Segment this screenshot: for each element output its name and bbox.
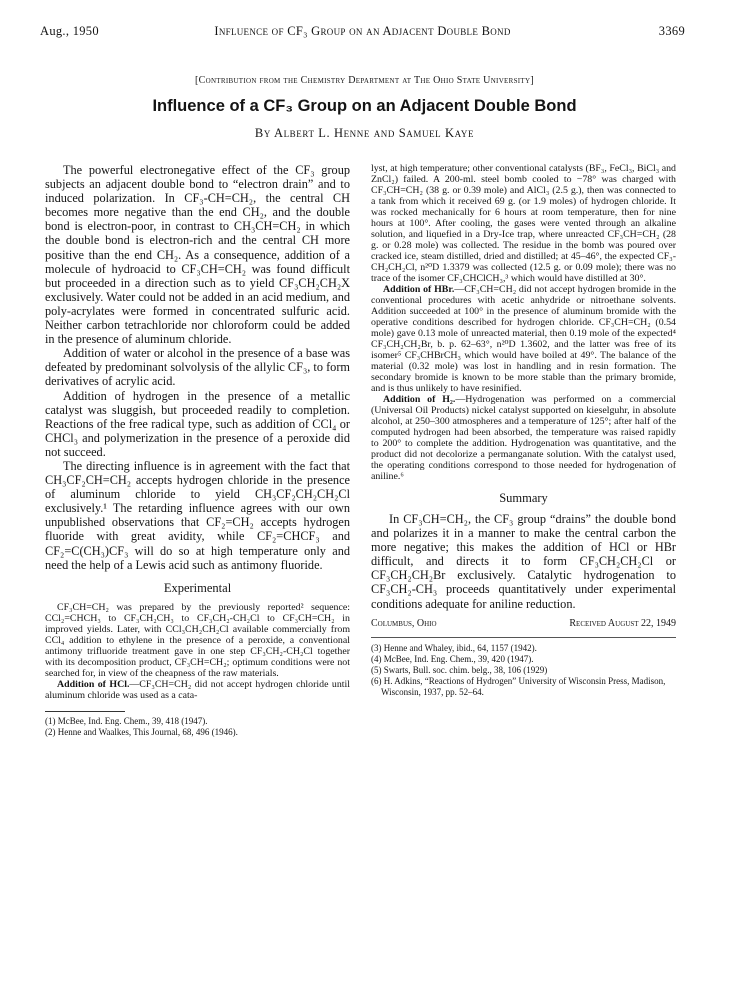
h2-text: —Hydrogenation was performed on a commercial (Universal Oil Products) nickel catalyst supported on kieselguhr, in absolute alcohol, at 250–300 atmospheres and a temperature of 125°; after half of the computed hydrogen had been absorbed, the temperature was raised rapidly to 200° to complete the addition. Hydrogenation was quantitative, and the product did not decolorize a permanganate solution. With the catalyst used, the operating conditions correspond to those needed for hydrogenation of aniline.⁶ <box>371 394 676 482</box>
footnote-2: (2) Henne and Waalkes, This Journal, 68, 496 (1946). <box>45 726 238 737</box>
summary-paragraph: In CF₃CH=CH₂, the CF₃ group “drains” the double bond and polarizes it in a manner to make the central carbon the more negative; this makes the addition of HCl or HBr difficult, and directs it to form CF₃CH₂CH₂Cl or CF₃CH₂CH₂Br exclusively. Catalytic hydrogenation to CF₃CH₂-CH₃ proceeds quantitatively under experimental conditions adequate for aniline reduction. <box>371 512 676 611</box>
footnote-divider <box>45 711 125 712</box>
dateline <box>371 618 676 633</box>
summary-heading: Summary <box>499 491 548 505</box>
footnote-5: (5) Swarts, Bull. soc. chim. belg., 38, 106 (1929) <box>371 665 548 676</box>
location: Columbus, Ohio <box>371 617 437 629</box>
hbr-lead: Addition of HBr. <box>383 284 455 295</box>
article-title: Influence of a CF₃ Group on an Adjacent Double Bond <box>152 97 577 115</box>
page-number: 3369 <box>658 24 685 38</box>
right-column <box>371 163 676 699</box>
author-byline: By Albert L. Henne and Samuel Kaye <box>254 126 475 140</box>
contribution-line: [Contribution from the Chemistry Department at The Ohio State University] <box>195 75 534 86</box>
running-head <box>40 24 685 40</box>
h2-lead: Addition of H₂. <box>383 394 456 405</box>
footnote-divider-right <box>371 637 676 638</box>
intro-paragraph-4: The directing influence is in agreement with the fact that CH₃CF₂CH=CH₂ accepts hydrogen chloride in the presence of aluminum chloride to yield CH₃CF₂CH₂CH₂Cl exclusively.¹ The retarding influence agrees with our own unpublished observations that CF₂=CH₂ accepts hydrogen fluoride with great avidity, while CF₂=CHCF₃ and CF₂=C(CH₃)CF₃ will do so at high temperature only and need the help of a Lewis acid such as antimony fluoride. <box>45 458 350 572</box>
hcl-text: —CF₃CH=CH₂ did not accept hydrogen chloride until aluminum chloride was used as a cata- <box>45 678 350 701</box>
intro-paragraph-2: Addition of water or alcohol in the presence of a base was defeated by predominant solvolysis of the allylic CF₃, to form derivatives of acrylic acid. <box>45 346 350 389</box>
received-date: Received August 22, 1949 <box>569 617 676 629</box>
experimental-paragraph: CF₃CH=CH₂ was prepared by the previously reported² sequence: CCl₂=CHCH₃ to CF₃CH₂CH₃ to CF₃CH₂-CH₂Cl to CF₃CH=CH₂ in improved yields. Later, with CCl₃CH₂CH₂Cl available commercially from CCl₄ addition to ethylene in the presence of a peroxide, a conventional antimony trifluoride treatment gave in one step CF₃CH₂-CH₂Cl together with its decomposition product, CF₃CH=CH₂; optimum conditions were not searched for, in view of the cheapness of the raw materials. <box>45 601 350 679</box>
footnote-1: (1) McBee, Ind. Eng. Chem., 39, 418 (1947). <box>45 715 208 726</box>
footnote-3: (3) Henne and Whaley, ibid., 64, 1157 (1942). <box>371 642 537 653</box>
h2-paragraph <box>371 394 676 482</box>
hcl-paragraph <box>45 679 350 701</box>
hbr-text: —CF₃CH=CH₂ did not accept hydrogen bromide in the conventional procedures with acetic anhydride or nitroethane solvents. Addition succeeded at 100° in the presence of aluminum bromide with the operative conditions described for hydrogen chloride. CF₃CH=CH₂ (0.54 mole) gave 0.13 mole of unreacted material, then 0.19 mole of the expected⁴ CF₃CH₂CH₂Br, b. p. 62–63°, n²⁰D 1.3602, and the latter was free of its isomer⁵ CF₃CHBrCH₃ which would have boiled at 49°. The balance of the material (0.32 mole) was lost in handling and in resin formation. The secondary bromide is known to be more stable than the primary bromide, and is thus unlikely to have resinified. <box>371 284 676 394</box>
intro-paragraph-1: The powerful electronegative effect of the CF₃ group subjects an adjacent double bond to “electron drain” and to induced polarization. In CF₃-CH=CH₂, the central CH becomes more negative than the end CH₂, and the double bond is electron-poor, in contrast to CH₃CH=CH₂ in which the double bond is electron-rich and the central CH more positive than the end CH₂. As a consequence, addition of a molecule of hydroacid to CF₃CH=CH₂ was found difficult but proceeded in a direction such as to yield CF₃CH₂CH₂X exclusively. Water could not be added in an acid medium, and poly-acrylates were formed in concentrated sulfuric acid. Neither carbon tetrachloride nor chloroform could be added in the presence of aluminum chloride. <box>45 163 350 347</box>
footnote-6: (6) H. Adkins, “Reactions of Hydrogen” University of Wisconsin Press, Madison, Wisconsin, 1937, pp. 52–64. <box>371 676 666 698</box>
hbr-paragraph <box>371 284 676 394</box>
footnote-4: (4) McBee, Ind. Eng. Chem., 39, 420 (1947). <box>371 653 534 664</box>
running-title: Influence of CF₃ Group on an Adjacent Double Bond <box>214 24 511 38</box>
hcl-continuation: lyst, at high temperature; other conventional catalysts (BF₃, FeCl₃, BiCl₃ and ZnCl₂) failed. A 200-ml. steel bomb cooled to −78° was charged with CF₃CH=CH₂ (38 g. or 0.39 mole) and AlCl₃ (2.5 g.), then was connected to a tank from which it received 69 g. (or 1.9 moles) of hydrogen chloride. It was rocked mechanically for 6 hours at room temperature, then for nine hours at 100°. After cooling, the gases were vented through an alkaline solution, and liquefied in a Dry-Ice trap, where unreacted CF₃CH=CH₂ (28 g. or 0.28 mole) was collected. The residue in the bomb was poured over cracked ice, steam distilled, dried and distilled; at 45–46°, the expected CF₃-CH₂CH₂Cl, n²⁰D 1.3379 was collected (12.5 g. or 0.09 mole); there was no trace of the isomer CF₃CHClCH₃,³ which would have distilled at 30°. <box>371 163 676 284</box>
experimental-heading: Experimental <box>163 580 232 595</box>
issue-date: Aug., 1950 <box>40 24 99 38</box>
intro-paragraph-3: Addition of hydrogen in the presence of a metallic catalyst was sluggish, but proceeded readily to completion. Reactions of the free radical type, such as addition of CCl₄ or CHCl₃ and polymerization in the presence of a peroxide did not succeed. <box>45 388 350 459</box>
hcl-lead: Addition of HCl. <box>57 678 130 690</box>
left-column <box>45 163 350 738</box>
